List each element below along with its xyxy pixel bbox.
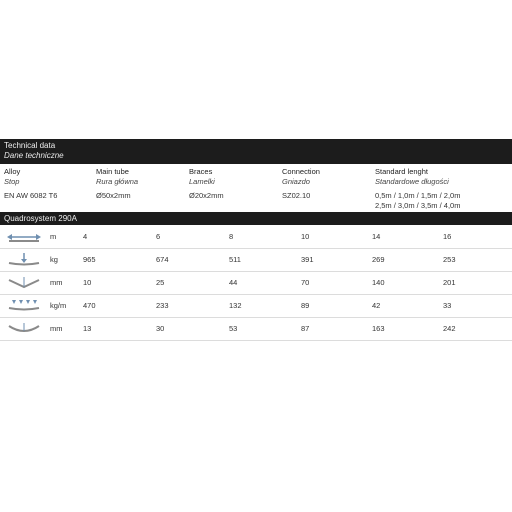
value-cell: 511 [229, 255, 241, 264]
spec-connection [282, 167, 320, 201]
table-row [0, 318, 512, 341]
table-row [0, 249, 512, 272]
unit-cell: mm [50, 278, 63, 287]
technical-data-header [0, 139, 512, 164]
spec-value: Ø20x2mm [189, 191, 224, 200]
point-load-icon [6, 252, 42, 268]
spec-value: 0,5m / 1,0m / 1,5m / 2,0m [375, 191, 461, 200]
spec-standard-length [375, 167, 460, 211]
section-header [0, 212, 512, 225]
value-cell: 44 [229, 278, 238, 287]
unit-cell: kg/m [50, 301, 67, 310]
value-cell: 42 [372, 301, 381, 310]
spec-sublabel: Lamelki [189, 177, 215, 186]
value-cell: 470 [83, 301, 96, 310]
value-cell: 140 [372, 278, 385, 287]
table-row [0, 272, 512, 295]
value-cell: 16 [443, 232, 452, 241]
value-cell: 269 [372, 255, 385, 264]
spec-label: Braces [189, 167, 213, 176]
value-cell: 391 [301, 255, 314, 264]
spec-label: Standard lenght [375, 167, 428, 176]
spec-value: Ø50x2mm [96, 191, 131, 200]
value-cell: 14 [372, 232, 381, 241]
distributed-load-deflection-icon [6, 321, 42, 337]
value-cell: 965 [83, 255, 96, 264]
section-title: Quadrosystem 290A [4, 214, 77, 223]
value-cell: 253 [443, 255, 456, 264]
span-length-icon [6, 229, 42, 245]
value-cell: 25 [156, 278, 165, 287]
spec-main-tube [96, 167, 138, 201]
value-cell: 53 [229, 324, 238, 333]
spec-value: EN AW 6082 T6 [4, 191, 58, 200]
unit-cell: mm [50, 324, 63, 333]
value-cell: 242 [443, 324, 456, 333]
table-row [0, 226, 512, 249]
value-cell: 89 [301, 301, 310, 310]
unit-cell: m [50, 232, 57, 241]
value-cell: 8 [229, 232, 234, 241]
technical-data-subtitle: Dane techniczne [4, 151, 64, 160]
value-cell: 163 [372, 324, 385, 333]
value-cell: 6 [156, 232, 161, 241]
point-load-deflection-icon [6, 275, 42, 291]
technical-data-title: Technical data [4, 141, 56, 150]
value-cell: 201 [443, 278, 456, 287]
value-cell: 13 [83, 324, 92, 333]
spec-label: Alloy [4, 167, 21, 176]
value-cell: 233 [156, 301, 169, 310]
value-cell: 132 [229, 301, 242, 310]
spec-alloy [4, 167, 57, 201]
spec-sublabel: Gniazdo [282, 177, 310, 186]
spec-value-line2: 2,5m / 3,0m / 3,5m / 4,0m [375, 201, 461, 210]
value-cell: 70 [301, 278, 310, 287]
value-cell: 10 [301, 232, 310, 241]
spec-value: SZ02.10 [282, 191, 311, 200]
value-cell: 30 [156, 324, 165, 333]
spec-label: Connection [282, 167, 320, 176]
spec-braces [189, 167, 224, 201]
value-cell: 4 [83, 232, 88, 241]
value-cell: 10 [83, 278, 92, 287]
spec-sublabel: Stop [4, 177, 20, 186]
distributed-load-icon [6, 298, 42, 314]
value-cell: 674 [156, 255, 169, 264]
value-cell: 87 [301, 324, 310, 333]
value-cell: 33 [443, 301, 452, 310]
unit-cell: kg [50, 255, 58, 264]
spec-sublabel: Rura główna [96, 177, 139, 186]
table-row [0, 295, 512, 318]
spec-label: Main tube [96, 167, 129, 176]
spec-sublabel: Standardowe długości [375, 177, 449, 186]
